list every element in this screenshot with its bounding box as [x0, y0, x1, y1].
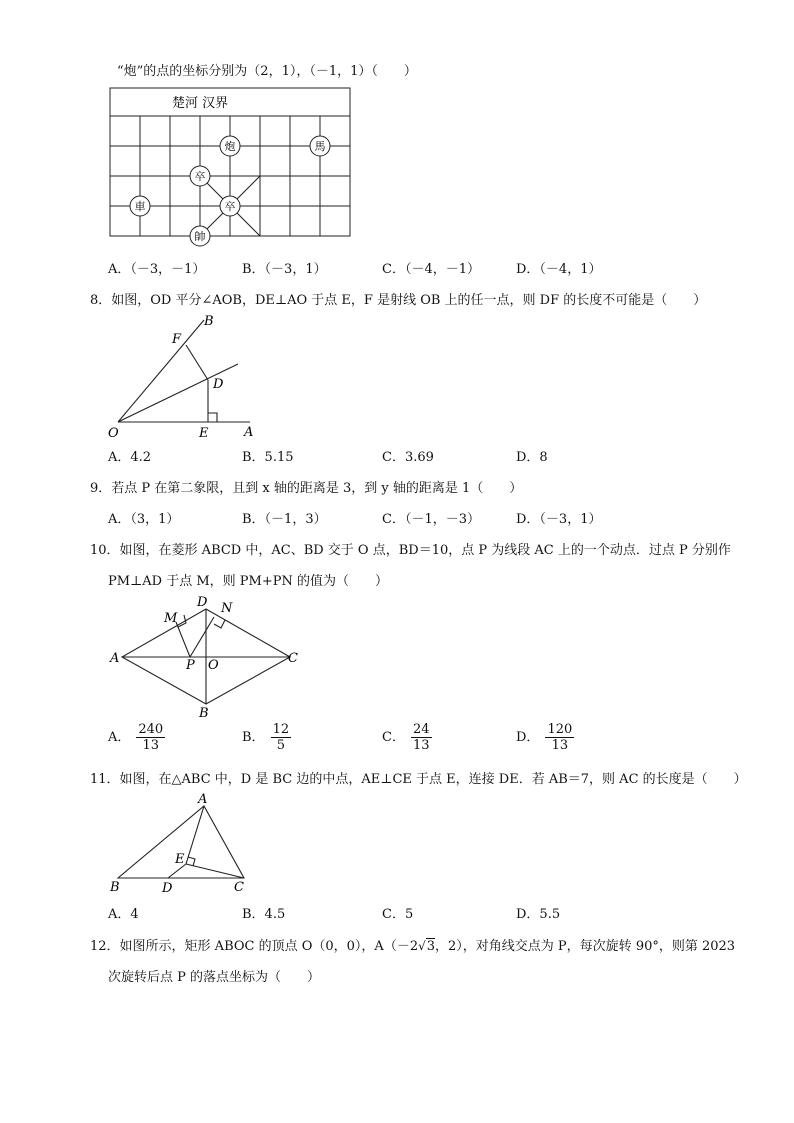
- ma-label: 馬: [314, 140, 326, 153]
- q10-option-a-letter: A．: [108, 730, 131, 745]
- q10-label-d: D: [197, 595, 208, 610]
- q10-label-n: N: [221, 601, 233, 616]
- q10-label-o: O: [208, 658, 219, 673]
- pao-label: 炮: [224, 140, 236, 153]
- q12-stem-post: ，2），对角线交点为 P，每次旋转 90°，则第 2023: [435, 939, 736, 954]
- q10-option-a-den: 13: [142, 738, 160, 753]
- q7-option-d[interactable]: D．（－4，1）: [516, 262, 602, 277]
- q8-option-b[interactable]: B．5.15: [242, 450, 294, 465]
- sqrt-icon: √: [418, 939, 426, 953]
- q10-option-d-letter: D．: [516, 730, 540, 745]
- q8-label-f: F: [172, 332, 182, 347]
- q10-label-a: A: [110, 651, 120, 666]
- q7-stem: “炮”的点的坐标分别为（2，1），（－1，1）（ ）: [117, 64, 417, 79]
- q11-option-d[interactable]: D．5.5: [516, 907, 561, 922]
- q8-option-d[interactable]: D．8: [516, 450, 548, 465]
- q7-option-c[interactable]: C．（－4，－1）: [382, 262, 480, 277]
- q11-label-c: C: [234, 880, 244, 895]
- q11-stem: 11．如图，在△ABC 中，D 是 BC 边的中点，AE⊥CE 于点 E，连接 DE．若 AB＝7，则 AC 的长度是（ ）: [90, 772, 747, 787]
- q8-option-c[interactable]: C．3.69: [382, 450, 434, 465]
- q12-stem-pre: 12．如图所示，矩形 ABOC 的顶点 O（0，0），A（－2: [90, 939, 419, 954]
- q12-sqrt-radicand: 3: [426, 939, 436, 954]
- q10-label-c: C: [288, 651, 298, 666]
- q10-label-b: B: [199, 706, 209, 721]
- ju-label: 車: [134, 200, 146, 213]
- q9-option-a[interactable]: A．（3，1）: [108, 512, 180, 527]
- zu-label-2: 卒: [224, 200, 236, 213]
- q8-label-d: D: [213, 377, 224, 392]
- q11-label-a: A: [198, 792, 208, 807]
- q8-stem: 8．如图，OD 平分∠AOB，DE⊥AO 于点 E，F 是射线 OB 上的任一点，则 DF 的长度不可能是（ ）: [90, 293, 707, 308]
- zu-label-1: 卒: [194, 170, 206, 183]
- q11-option-a[interactable]: A．4: [108, 907, 139, 922]
- q8-label-o: O: [108, 426, 119, 441]
- q8-label-a: A: [244, 425, 254, 440]
- q11-label-e: E: [175, 852, 185, 867]
- shuai-label: 帥: [194, 230, 206, 243]
- q11-label-d: D: [162, 881, 173, 896]
- q10-option-c-num: 24: [412, 722, 430, 737]
- q8-label-b: B: [204, 314, 214, 329]
- q10-option-b-den: 5: [276, 738, 285, 753]
- q10-option-b-num: 12: [272, 722, 290, 737]
- q10-label-m: M: [164, 611, 178, 626]
- q10-label-p: P: [186, 658, 195, 673]
- q12-stem-line2: 次旋转后点 P 的落点坐标为（ ）: [108, 970, 321, 985]
- q12-stem-line1: [90, 935, 735, 954]
- q8-label-e: E: [199, 426, 209, 441]
- q7-option-a[interactable]: A．（－3，－1）: [108, 262, 206, 277]
- q10-option-d-num: 120: [547, 722, 573, 737]
- q10-option-c-den: 13: [412, 738, 430, 753]
- q10-option-c-letter: C．: [382, 730, 405, 745]
- q10-option-a-num: 240: [138, 722, 164, 737]
- q9-stem: 9．若点 P 在第二象限，且到 x 轴的距离是 3，到 y 轴的距离是 1（ ）: [90, 481, 523, 496]
- river-label: 楚河 汉界: [172, 96, 229, 111]
- q8-option-a[interactable]: A．4.2: [108, 450, 152, 465]
- q9-option-c[interactable]: C．（－1，－3）: [382, 512, 480, 527]
- q9-option-d[interactable]: D．（－3，1）: [516, 512, 602, 527]
- q10-stem-line2: PM⊥AD 于点 M，则 PM+PN 的值为（ ）: [108, 574, 389, 589]
- q10-option-d-den: 13: [551, 738, 569, 753]
- q11-option-b[interactable]: B．4.5: [242, 907, 286, 922]
- q11-label-b: B: [110, 880, 120, 895]
- q10-option-b-letter: B．: [242, 730, 265, 745]
- q9-option-b[interactable]: B．（－1，3）: [242, 512, 327, 527]
- q11-option-c[interactable]: C．5: [382, 907, 414, 922]
- q7-option-b[interactable]: B．（－3，1）: [242, 262, 327, 277]
- q10-stem-line1: 10．如图，在菱形 ABCD 中，AC、BD 交于 O 点，BD＝10，点 P 为线段 AC 上的一个动点．过点 P 分别作: [90, 543, 731, 558]
